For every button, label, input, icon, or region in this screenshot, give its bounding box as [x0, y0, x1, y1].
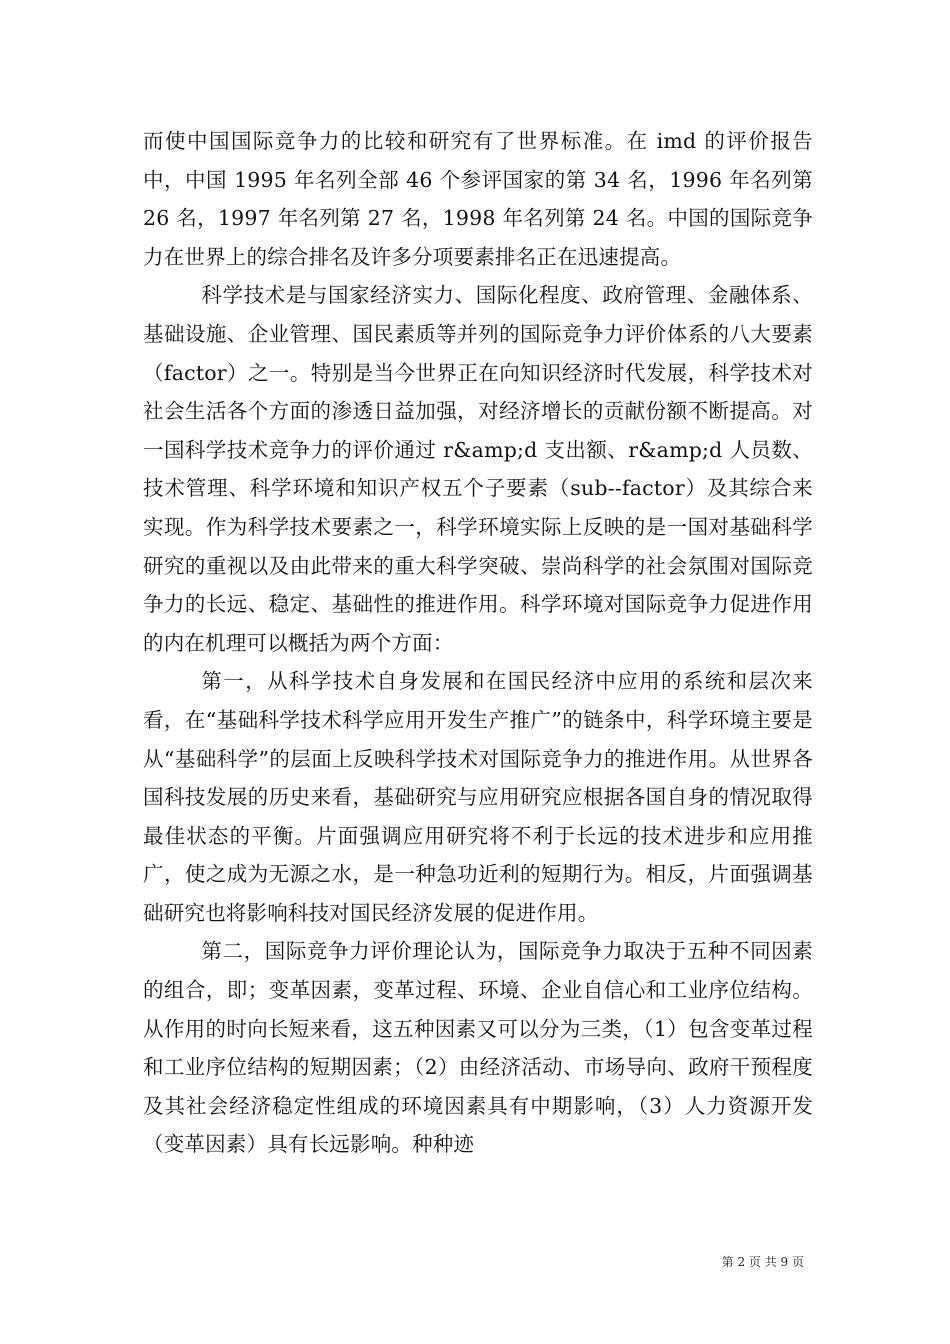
page-number-footer: 第 2 页 共 9 页: [721, 1255, 804, 1269]
document-body: [143, 122, 813, 1164]
paragraph-1: 而使中国国际竞争力的比较和研究有了世界标准。在 imd 的评价报告中，中国 1995 年名列全部 46 个参评国家的第 34 名，1996 年名列第 26 名，1997 年名列第 27 名，1998 年名列第 24 名。中国的国际竞争力在世界上的综合排名及许多分项要素排名正在迅速提高。: [143, 129, 813, 269]
paragraph-4: 第二，国际竞争力评价理论认为，国际竞争力取决于五种不同因素的组合，即；变革因素，变革过程、环境、企业自信心和工业序位结构。从作用的时向长短来看，这五种因素又可以分为三类，（1）包含变革过程和工业序位结构的短期因素；（2）由经济活动、市场导向、政府干预程度及其社会经济稳定性组成的环境因素具有中期影响，（3）人力资源开发（变革因素）具有长远影响。种种迹: [143, 939, 813, 1157]
paragraph-2: 科学技术是与国家经济实力、国际化程度、政府管理、金融体系、基础设施、企业管理、国民素质等并列的国际竞争力评价体系的八大要素（factor）之一。特别是当今世界正在向知识经济时代发展，科学技术对社会生活各个方面的渗透日益加强，对经济增长的贡献份额不断提高。对一国科学技术竞争力的评价通过 r&amp;d 支出额、r&amp;d 人员数、技术管理、科学环境和知识产权五个子要素（sub--factor）及其综合来实现。作为科学技术要素之一，科学环境实际上反映的是一国对基础科学研究的重视以及由此带来的重大科学突破、崇尚科学的社会氛围对国际竞争力的长远、稳定、基础性的推进作用。科学环境对国际竞争力促进作用的内在机理可以概括为两个方面：: [143, 283, 813, 655]
paragraph-3: 第一，从科学技术自身发展和在国民经济中应用的系统和层次来看，在“基础科学技术科学应用开发生产推广”的链条中，科学环境主要是从“基础科学”的层面上反映科学技术对国际竞争力的推进作用。从世界各国科技发展的历史来看，基础研究与应用研究应根据各国自身的情况取得最佳状态的平衡。片面强调应用研究将不利于长远的技术进步和应用推广，使之成为无源之水，是一种急功近利的短期行为。相反，片面强调基础研究也将影响科技对国民经济发展的促进作用。: [143, 669, 813, 925]
